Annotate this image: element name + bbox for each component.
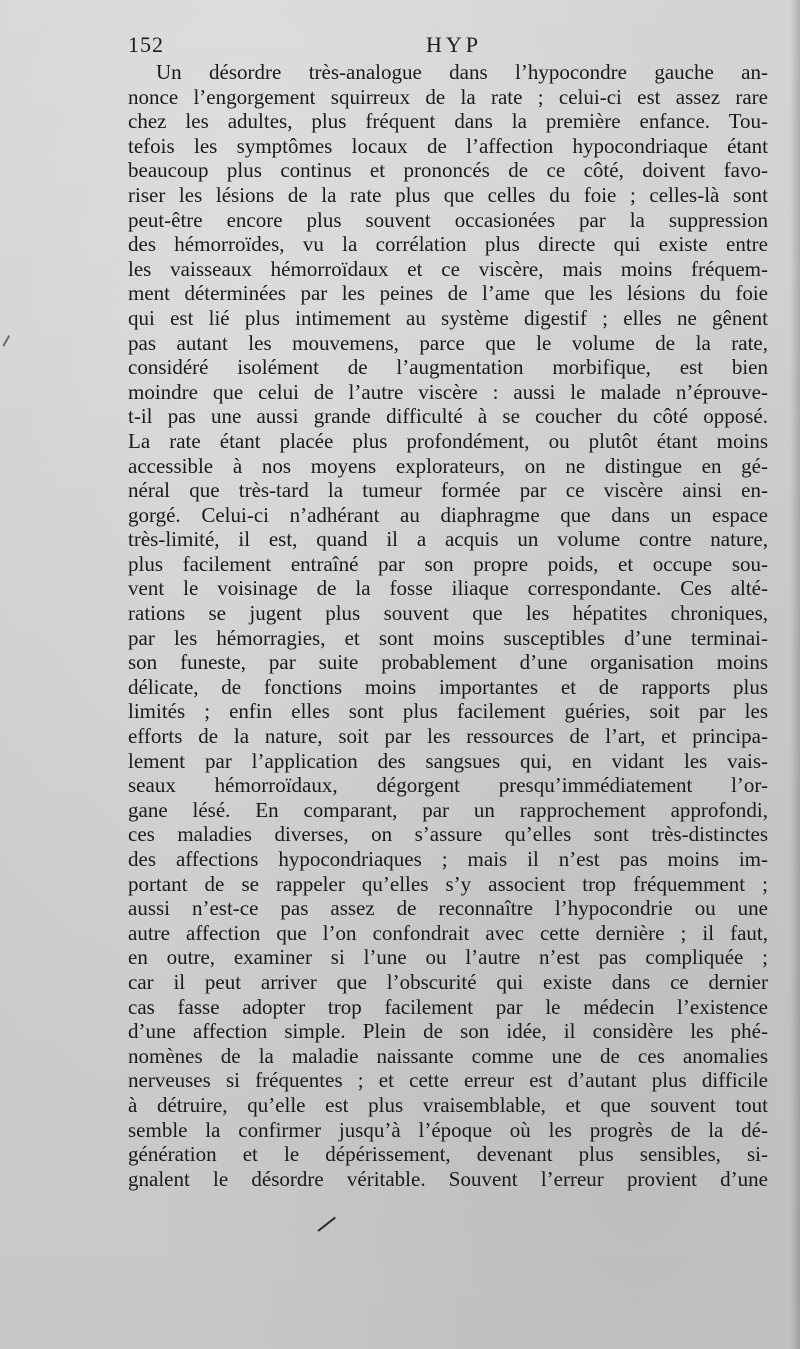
text-line: les vaisseaux hémorroïdaux et ce viscère, mais moins fréquem- — [128, 256, 768, 281]
text-line: néral que très-tard la tumeur formée par ce viscère ainsi en- — [128, 478, 768, 503]
text-line: aussi n’est-ce pas assez de reconnaître l’hypocondrie ou une — [128, 896, 768, 921]
page-number: 152 — [128, 32, 164, 57]
text-line: beaucoup plus continus et prononcés de ce côté, doivent favo- — [128, 158, 768, 183]
text-line: qui est lié plus intimement au système digestif ; elles ne gênent — [128, 305, 768, 330]
text-line: lement par l’application des sangsues qui, en vidant les vais- — [128, 748, 768, 773]
text-line: ment déterminées par les peines de l’ame que les lésions du foie — [128, 281, 768, 306]
text-line: limités ; enfin elles sont plus facilement guéries, soit par les — [128, 699, 768, 724]
running-head — [128, 32, 764, 60]
text-line: délicate, de fonctions moins importantes et de rapports plus — [128, 674, 768, 699]
text-line: gnalent le désordre véritable. Souvent l’erreur provient d’une — [128, 1166, 768, 1191]
page-edge-shadow — [790, 0, 800, 1349]
text-line: d’une affection simple. Plein de son idée, il considère les phé- — [128, 1019, 768, 1044]
text-line: moindre que celui de l’autre viscère : aussi le malade n’éprouve- — [128, 379, 768, 404]
text-line: nerveuses si fréquentes ; et cette erreur est d’autant plus difficile — [128, 1068, 768, 1093]
text-line: rations se jugent plus souvent que les hépatites chroniques, — [128, 601, 768, 626]
text-line: La rate étant placée plus profondément, ou plutôt étant moins — [128, 428, 768, 453]
text-line: efforts de la nature, soit par les ressources de l’art, et principa- — [128, 724, 768, 749]
text-line: considéré isolément de l’augmentation morbifique, est bien — [128, 355, 768, 380]
text-line: gane lésé. En comparant, par un rapprochement approfondi, — [128, 797, 768, 822]
text-line: par les hémorragies, et sont moins susceptibles d’une terminai- — [128, 625, 768, 650]
text-line: gorgé. Celui-ci n’adhérant au diaphragme que dans un espace — [128, 502, 768, 527]
text-line: très-limité, il est, quand il a acquis un volume contre nature, — [128, 527, 768, 552]
text-line: pas autant les mouvemens, parce que le volume de la rate, — [128, 330, 768, 355]
text-line: cas fasse adopter trop facilement par le médecin l’existence — [128, 994, 768, 1019]
text-line: seaux hémorroïdaux, dégorgent presqu’immédiatement l’or- — [128, 773, 768, 798]
text-line: riser les lésions de la rate plus que celles du foie ; celles-là sont — [128, 182, 768, 207]
text-line: plus facilement entraîné par son propre poids, et occupe sou- — [128, 551, 768, 576]
text-line: à détruire, qu’elle est plus vraisemblable, et que souvent tout — [128, 1092, 768, 1117]
running-head-title: HYP — [426, 32, 483, 57]
text-line: des hémorroïdes, vu la corrélation plus directe qui existe entre — [128, 232, 768, 257]
margin-mark — [2, 335, 9, 346]
text-line: chez les adultes, plus fréquent dans la première enfance. Tou- — [128, 109, 768, 134]
text-line: son funeste, par suite probablement d’une organisation moins — [128, 650, 768, 675]
body-text — [128, 60, 768, 1191]
text-line: des affections hypocondriaques ; mais il n’est pas moins im- — [128, 847, 768, 871]
text-line: car il peut arriver que l’obscurité qui existe dans ce dernier — [128, 969, 768, 994]
text-line: peut-être encore plus souvent occasionées par la suppression — [128, 207, 768, 232]
text-line: génération et le dépérissement, devenant plus sensibles, si- — [128, 1142, 768, 1167]
text-line: vent le voisinage de la fosse iliaque correspondante. Ces alté- — [128, 576, 768, 601]
text-line: Un désordre très-analogue dans l’hypocondre gauche an- — [156, 60, 768, 84]
text-line: portant de se rappeler qu’elles s’y associent trop fréquemment ; — [128, 871, 768, 896]
stray-ink-mark — [317, 1217, 336, 1232]
text-line: autre affection que l’on confondrait avec cette dernière ; il faut, — [128, 920, 768, 945]
text-line: en outre, examiner si l’une ou l’autre n’est pas compliquée ; — [128, 945, 768, 970]
text-line: semble la confirmer jusqu’à l’époque où les progrès de la dé- — [128, 1117, 768, 1142]
text-line: tefois les symptômes locaux de l’affection hypocondriaque étant — [128, 133, 768, 158]
text-line: accessible à nos moyens explorateurs, on ne distingue en gé- — [128, 453, 768, 478]
text-line: nonce l’engorgement squirreux de la rate ; celui-ci est assez rare — [128, 84, 768, 109]
text-line: t-il pas une aussi grande difficulté à se coucher du côté opposé. — [128, 404, 768, 429]
text-line: nomènes de la maladie naissante comme une de ces anomalies — [128, 1043, 768, 1068]
text-line: ces maladies diverses, on s’assure qu’elles sont très-distinctes — [128, 822, 768, 847]
